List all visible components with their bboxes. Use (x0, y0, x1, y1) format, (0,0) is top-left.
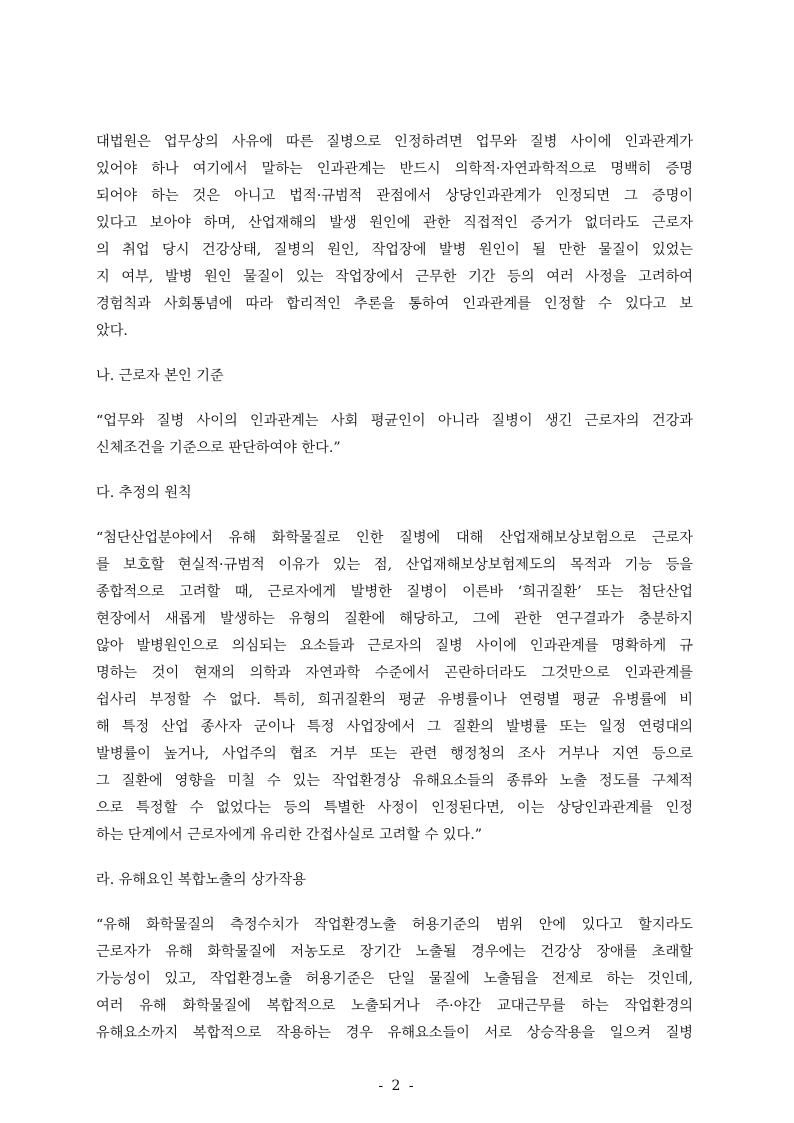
text-line: 지 여부, 발병 원인 물질이 있는 작업장에서 근무한 기간 등의 여러 사정을 고려하여 (96, 269, 693, 285)
text-line: 명하는 것이 현재의 의학과 자연과학 수준에서 곤란하더라도 그것만으로 인과관계를 (96, 665, 693, 681)
text-line: 발병률이 높거나, 사업주의 협조 거부 또는 관련 행정청의 조사 거부나 지연 등으로 (96, 746, 693, 762)
text-line: 가능성이 있고, 작업환경노출 허용기준은 단일 물질에 노출됨을 전제로 하는 것인데, (96, 971, 693, 987)
section-heading-na: 나. 근로자 본인 기준 (96, 368, 224, 384)
text-line: 았다. (96, 323, 128, 339)
text-line: 않아 발병원인으로 의심되는 요소들과 근로자의 질병 사이에 인과관계를 명확하게 규 (96, 638, 693, 654)
text-line: “업무와 질병 사이의 인과관계는 사회 평균인이 아니라 질병이 생긴 근로자의 건강과 (96, 413, 693, 429)
section-heading-da: 다. 추정의 원칙 (96, 485, 192, 501)
text-line: 쉽사리 부정할 수 없다. 특히, 희귀질환의 평균 유병률이나 연령별 평균 유병률에 비 (96, 692, 693, 708)
text-line: 유해요소까지 복합적으로 작용하는 경우 유해요소들이 서로 상승작용을 일으켜 질병 (96, 1025, 693, 1041)
text-line: 그 질환에 영향을 미칠 수 있는 작업환경상 유해요소들의 종류와 노출 정도를 구체적 (96, 773, 693, 789)
text-line: 으로 특정할 수 없었다는 등의 특별한 사정이 인정된다면, 이는 상당인과관계를 인정 (96, 800, 693, 816)
section-heading-ra: 라. 유해요인 복합노출의 상가작용 (96, 872, 306, 888)
text-line: 해 특정 산업 종사자 군이나 특정 사업장에서 그 질환의 발병률 또는 일정 연령대의 (96, 719, 693, 735)
text-line: 있어야 하나 여기에서 말하는 인과관계는 반드시 의학적·자연과학적으로 명백히 증명 (96, 161, 693, 177)
text-line: 하는 단계에서 근로자에게 유리한 간접사실로 고려할 수 있다.” (96, 827, 482, 843)
text-line: 대법원은 업무상의 사유에 따른 질병으로 인정하려면 업무와 질병 사이에 인과관계가 (96, 134, 693, 150)
text-line: “유해 화학물질의 측정수치가 작업환경노출 허용기준의 범위 안에 있다고 할지라도 (96, 917, 693, 933)
text-line: 근로자가 유해 화학물질에 저농도로 장기간 노출될 경우에는 건강상 장애를 초래할 (96, 944, 693, 960)
text-line: 신체조건을 기준으로 판단하여야 한다.” (96, 440, 341, 456)
text-line: 경험칙과 사회통념에 따라 합리적인 추론을 통하여 인과관계를 인정할 수 있다고 보 (96, 296, 693, 312)
text-line: 를 보호할 현실적·규범적 이유가 있는 점, 산업재해보상보험제도의 목적과 기능 등을 (96, 557, 693, 573)
text-line: 여러 유해 화학물질에 복합적으로 노출되거나 주·야간 교대근무를 하는 작업환경의 (96, 998, 693, 1014)
page-number: - 2 - (378, 1078, 416, 1094)
text-line: 현장에서 새롭게 발생하는 유형의 질환에 해당하고, 그에 관한 연구결과가 충분하지 (96, 611, 693, 627)
text-line: 종합적으로 고려할 때, 근로자에게 발병한 질병이 이른바 ‘희귀질환’ 또는 첨단산업 (96, 584, 693, 600)
text-line: 의 취업 당시 건강상태, 질병의 원인, 작업장에 발병 원인이 될 만한 물질이 있었는 (96, 242, 693, 258)
text-line: 되어야 하는 것은 아니고 법적·규범적 관점에서 상당인과관계가 인정되면 그 증명이 (96, 188, 693, 204)
text-line: “첨단산업분야에서 유해 화학물질로 인한 질병에 대해 산업재해보상보험으로 근로자 (96, 530, 693, 546)
text-line: 있다고 보아야 하며, 산업재해의 발생 원인에 관한 직접적인 증거가 없더라도 근로자 (96, 215, 693, 231)
